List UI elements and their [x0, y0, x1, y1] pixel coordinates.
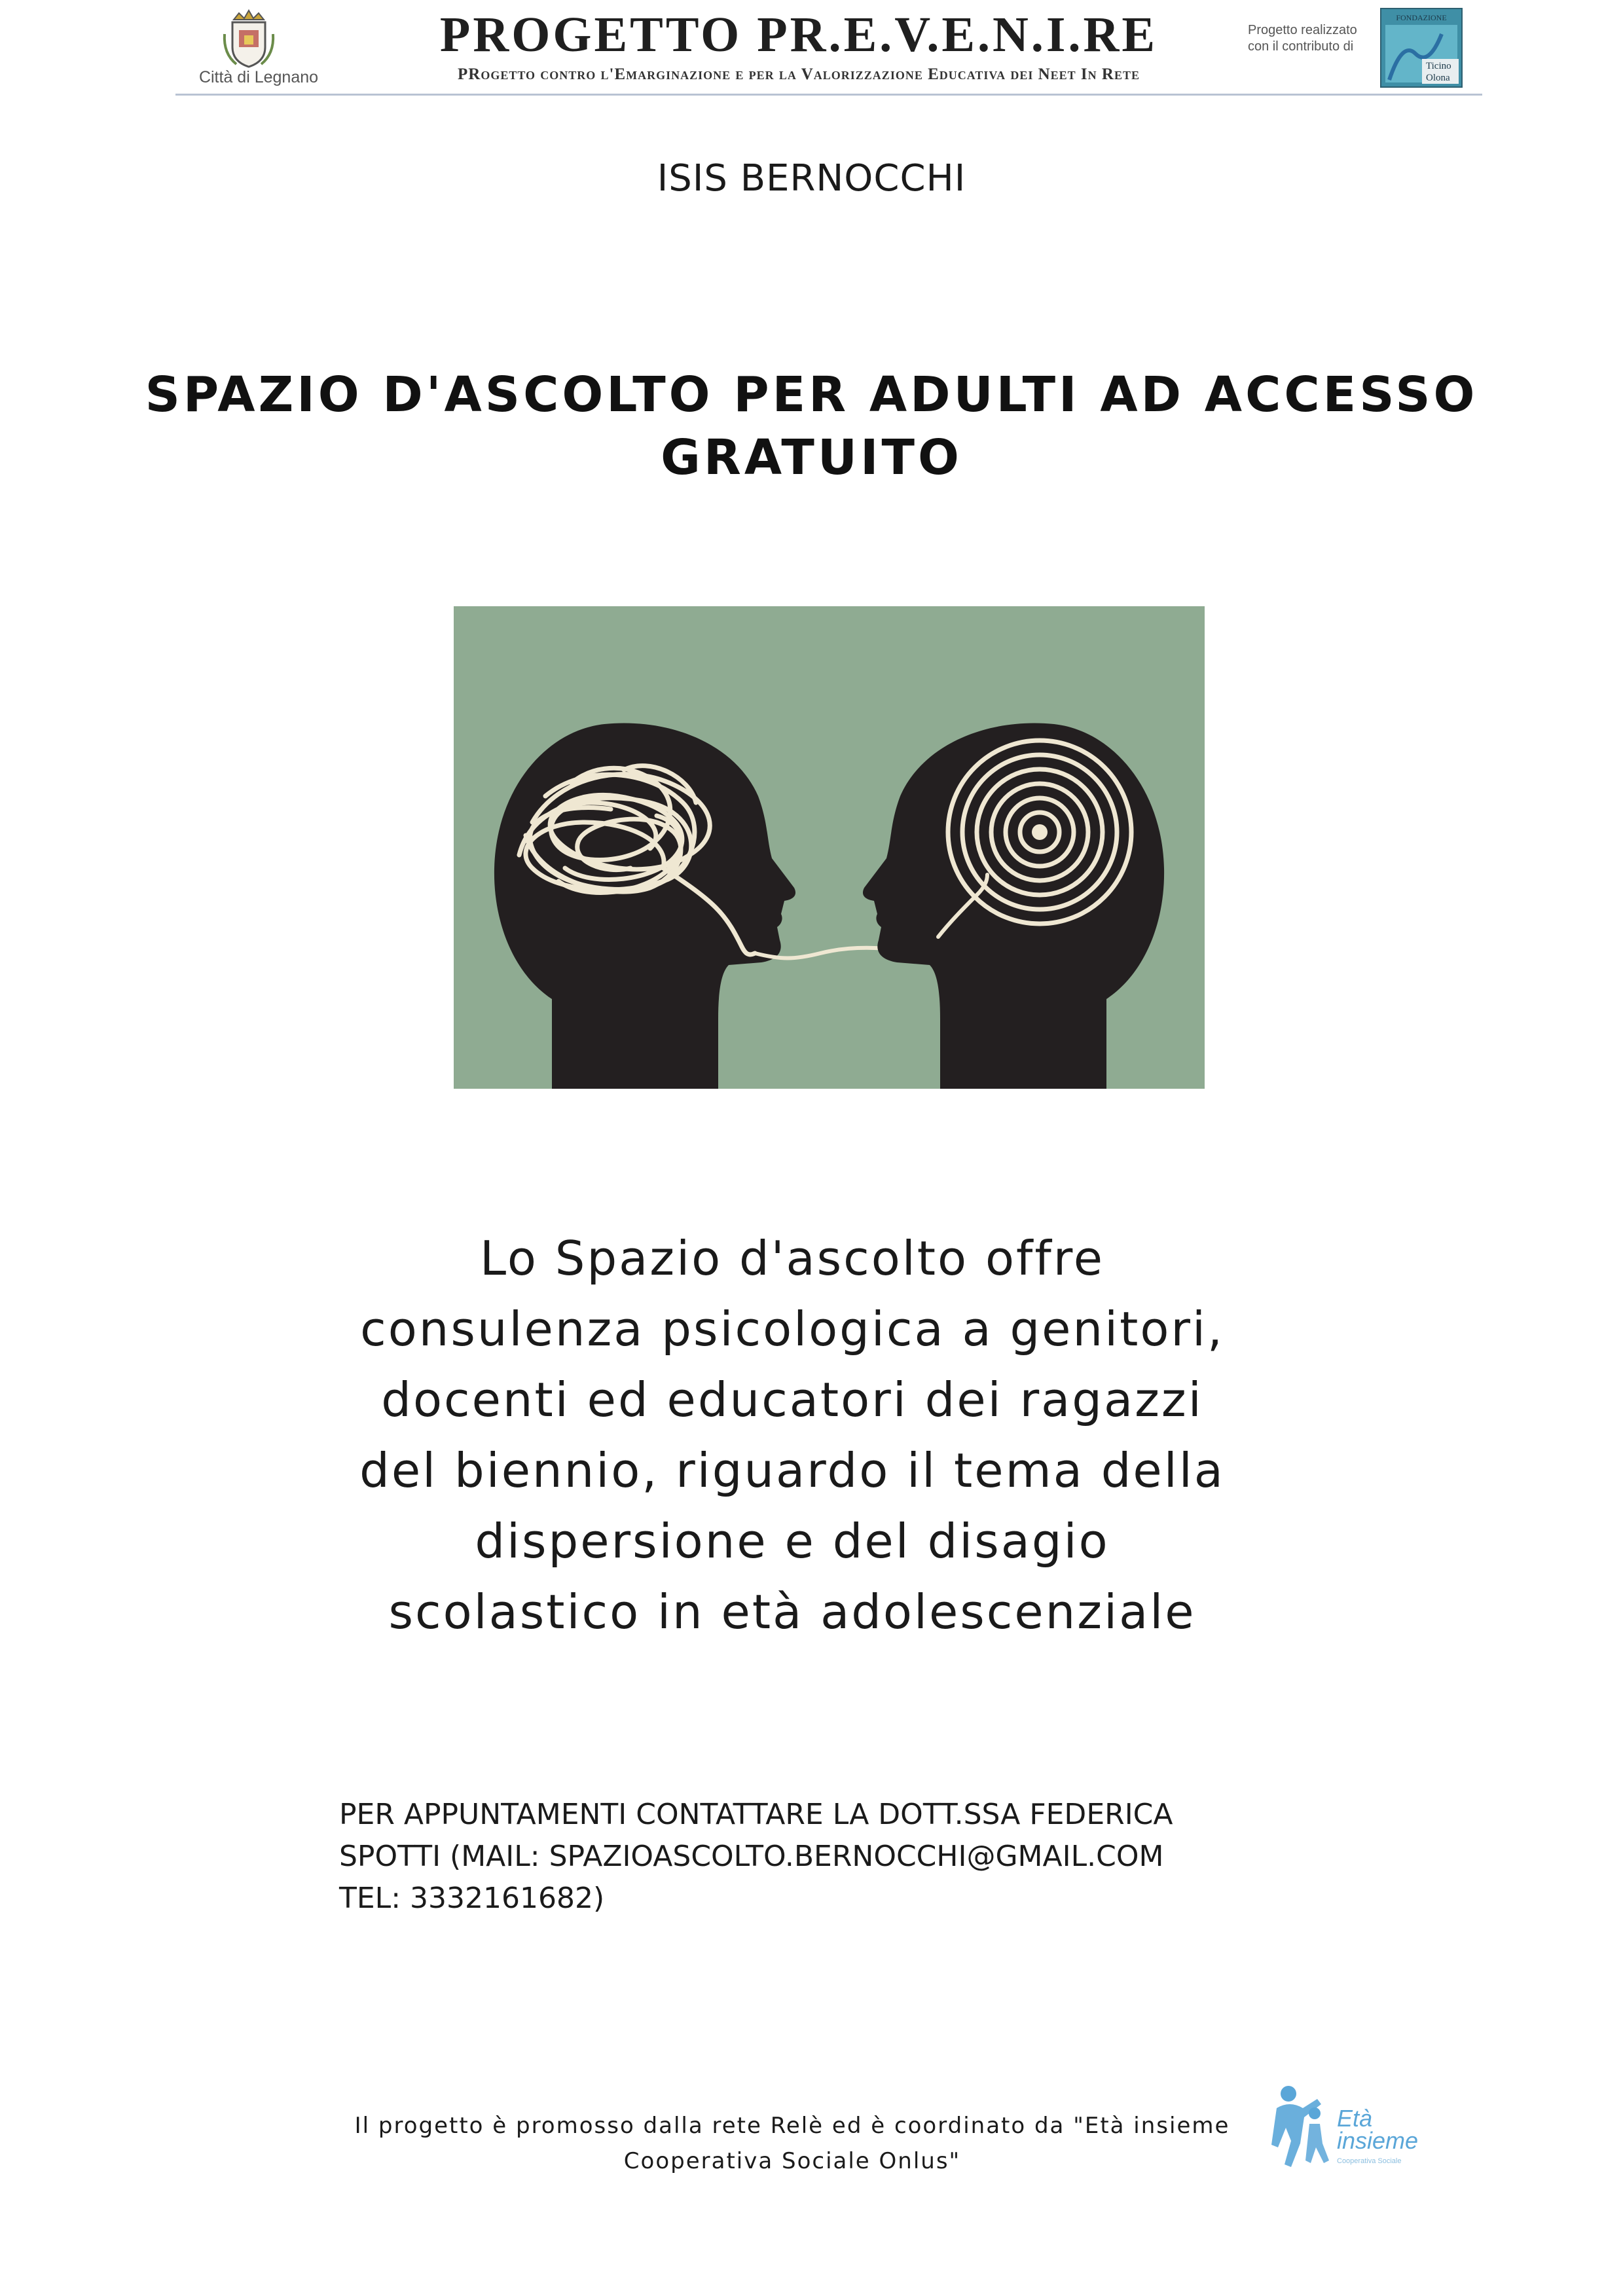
foundation-logo-top-text: FONDAZIONE — [1396, 13, 1447, 22]
project-title: PROGETTO PR.E.V.E.N.I.RE — [439, 7, 1158, 62]
footer-note: Il progetto è promosso dalla rete Relè ed è coordinato da "Età insieme Cooperativa Sociale Onlus" — [354, 2113, 1230, 2174]
eta-logo-line1: Età — [1337, 2105, 1373, 2132]
contribution-note: Progetto realizzato con il contributo di — [1248, 23, 1357, 54]
town-label: Città di Legnano — [198, 68, 319, 86]
project-subtitle: PRogetto contro l'Emarginazione e per la Valorizzazione Educativa dei Neet In Rete — [458, 65, 1140, 83]
lead-paragraph: Lo Spazio d'ascolto offre consulenza psicologica a genitori, docenti ed educatori dei ragazzi del biennio, riguardo il tema della dispersione e del disagio scolastico in età adolescenziale — [359, 1231, 1225, 1639]
eta-logo-line3: Cooperativa Sociale — [1337, 2157, 1402, 2165]
school-name: ISIS BERNOCCHI — [657, 157, 966, 200]
eta-logo-line2: insieme — [1337, 2127, 1419, 2154]
listening-heads-illustration — [454, 606, 1205, 1089]
town-crest-icon — [219, 8, 278, 70]
contact-info: PER APPUNTAMENTI CONTATTARE LA DOTT.SSA FEDERICA SPOTTI (MAIL: SPAZIOASCOLTO.BERNOCCHI@GMAIL.COM TEL: 3332161682) — [339, 1798, 1173, 1915]
foundation-logo-bottom-text: Ticino Olona — [1426, 61, 1451, 83]
page-title: SPAZIO D'ASCOLTO PER ADULTI AD ACCESSO GRATUITO — [145, 367, 1478, 486]
header-divider — [175, 94, 1482, 96]
